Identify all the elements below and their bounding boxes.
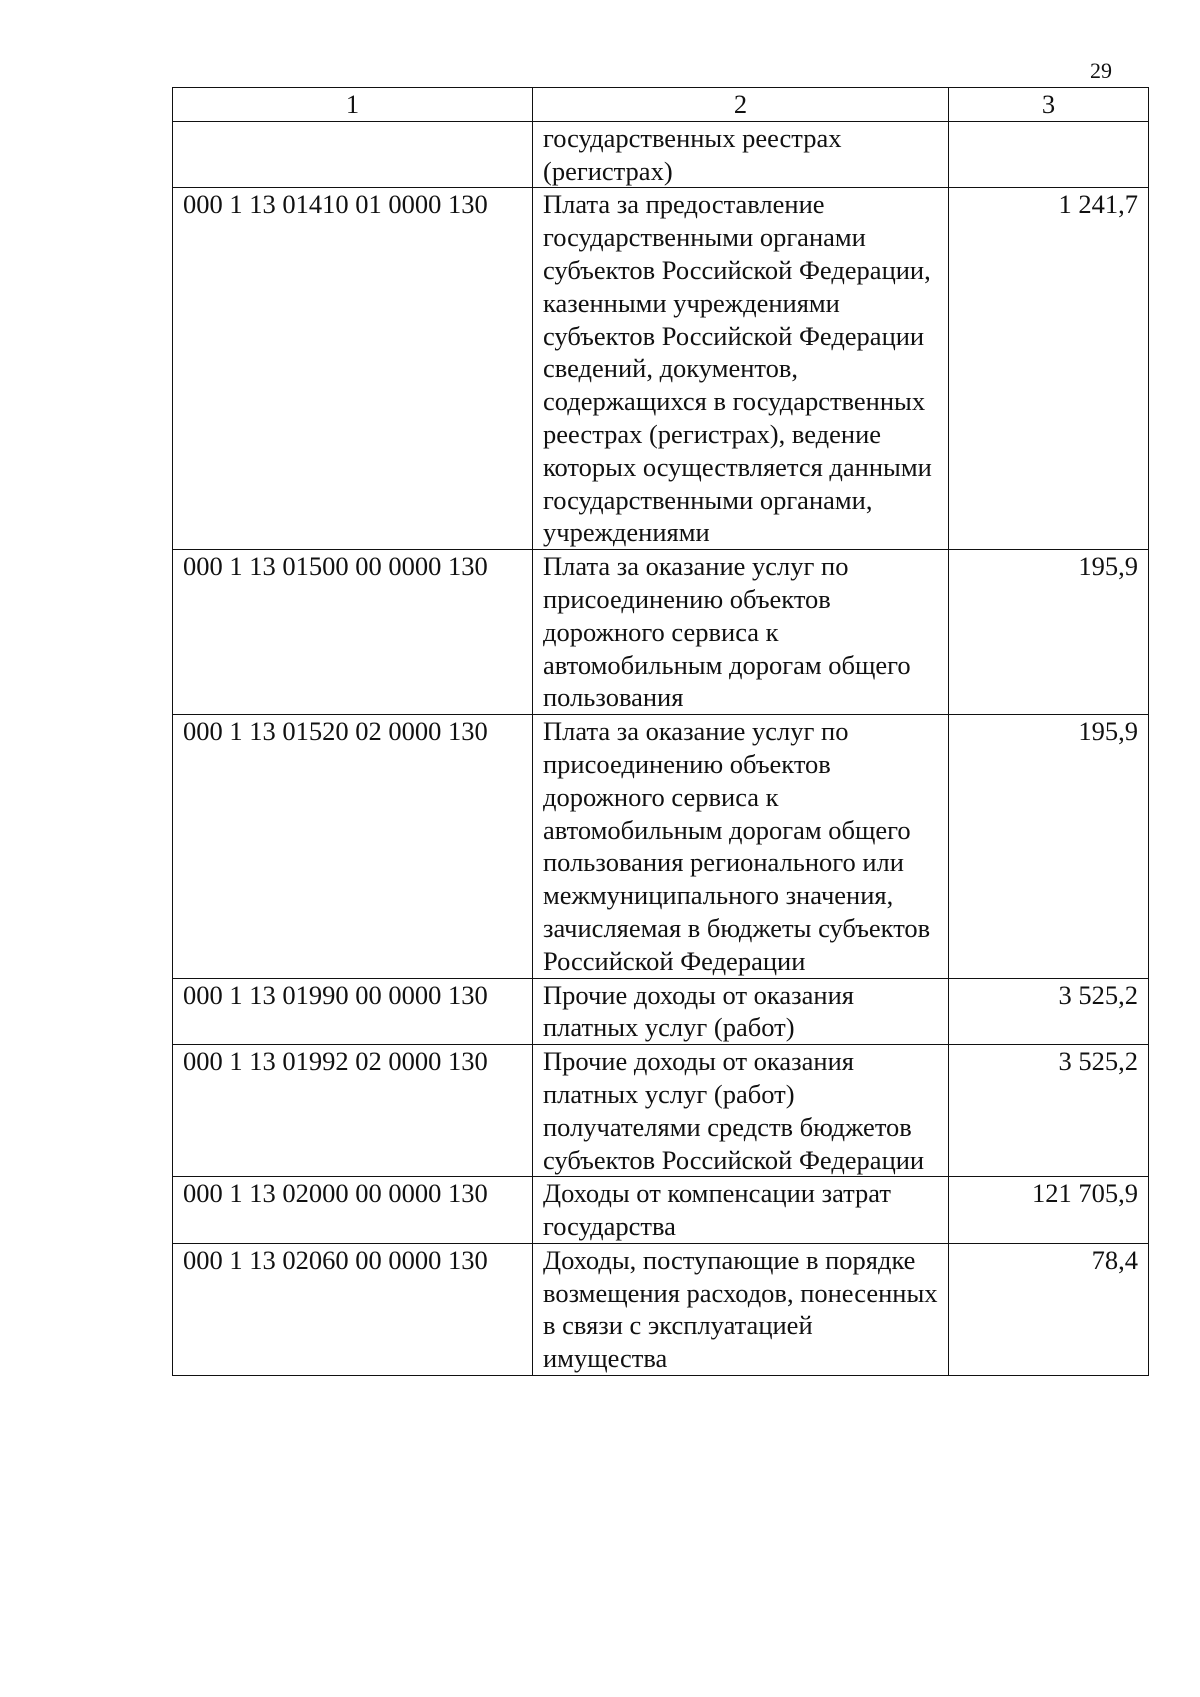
revenue-name: Плата за оказание услуг по присоединению объектов дорожного сервиса к автомобильным дорогам общего пользования	[533, 550, 949, 715]
amount	[949, 121, 1149, 188]
table-header-row	[173, 88, 1149, 122]
table-row	[173, 121, 1149, 188]
table-row	[173, 1243, 1149, 1375]
revenue-name: Доходы, поступающие в порядке возмещения расходов, понесенных в связи с эксплуатацией имущества	[533, 1243, 949, 1375]
classification-code	[173, 121, 533, 188]
table-row	[173, 1045, 1149, 1177]
classification-code: 000 1 13 02000 00 0000 130	[173, 1177, 533, 1244]
classification-code: 000 1 13 01992 02 0000 130	[173, 1045, 533, 1177]
amount: 195,9	[949, 550, 1149, 715]
column-header-1: 1	[173, 88, 533, 122]
table-row	[173, 188, 1149, 550]
classification-code: 000 1 13 01500 00 0000 130	[173, 550, 533, 715]
page-number: 29	[1090, 58, 1112, 83]
revenue-name: Плата за оказание услуг по присоединению объектов дорожного сервиса к автомобильным дорогам общего пользования регионального или межмуниципального значения, зачисляемая в бюджеты субъектов Российской Федерации	[533, 715, 949, 978]
column-header-3: 3	[949, 88, 1149, 122]
classification-code: 000 1 13 01520 02 0000 130	[173, 715, 533, 978]
table-row	[173, 715, 1149, 978]
revenue-name: Доходы от компенсации затрат государства	[533, 1177, 949, 1244]
amount: 3 525,2	[949, 1045, 1149, 1177]
amount: 78,4	[949, 1243, 1149, 1375]
classification-code: 000 1 13 02060 00 0000 130	[173, 1243, 533, 1375]
column-header-2: 2	[533, 88, 949, 122]
amount: 121 705,9	[949, 1177, 1149, 1244]
table-row	[173, 978, 1149, 1045]
revenue-name: Прочие доходы от оказания платных услуг (работ)	[533, 978, 949, 1045]
revenue-name: Прочие доходы от оказания платных услуг (работ) получателями средств бюджетов субъектов Российской Федерации	[533, 1045, 949, 1177]
table-row	[173, 1177, 1149, 1244]
classification-code: 000 1 13 01990 00 0000 130	[173, 978, 533, 1045]
revenue-name: государственных реестрах (регистрах)	[533, 121, 949, 188]
classification-code: 000 1 13 01410 01 0000 130	[173, 188, 533, 550]
amount: 3 525,2	[949, 978, 1149, 1045]
table-row	[173, 550, 1149, 715]
budget-revenue-table	[172, 87, 1149, 1376]
amount: 1 241,7	[949, 188, 1149, 550]
amount: 195,9	[949, 715, 1149, 978]
revenue-name: Плата за предоставление государственными органами субъектов Российской Федерации, казенными учреждениями субъектов Российской Федерации сведений, документов, содержащихся в государственных реестрах (регистрах), ведение которых осуществляется данными государственными органами, учреждениями	[533, 188, 949, 550]
